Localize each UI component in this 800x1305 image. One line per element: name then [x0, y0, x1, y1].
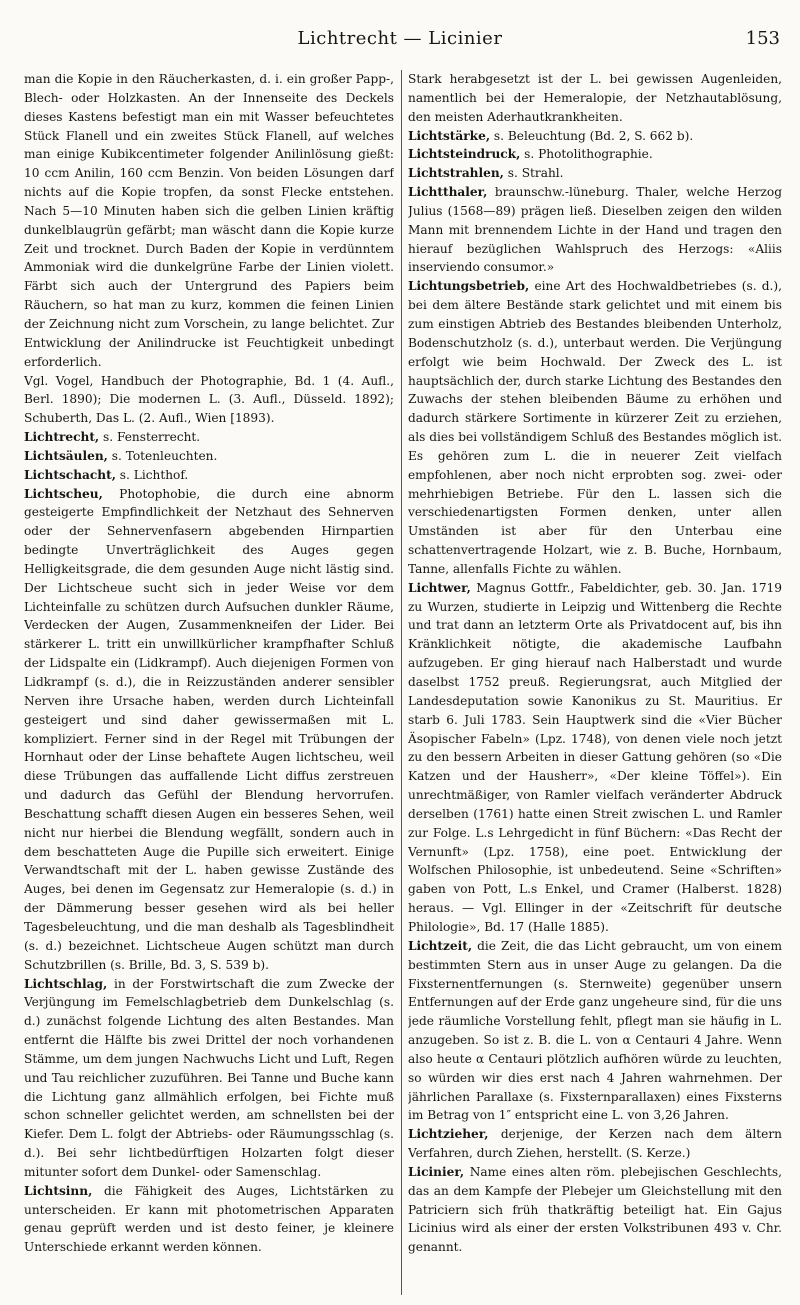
right-column	[408, 70, 782, 1295]
entry-text: die Fähigkeit des Auges, Lichtstärken zu unterscheiden. Er kann mit photometrischen Apparaten genau geprüft werden und ist desto feiner, je kleinere Unterschiede erkannt werden können.	[24, 1183, 394, 1255]
text-columns	[24, 70, 782, 1295]
entry-headword: Lichtungsbetrieb,	[408, 279, 530, 294]
dictionary-entry	[24, 428, 394, 447]
left-column	[24, 70, 394, 1295]
dictionary-entry	[24, 975, 394, 1182]
entry-headword: Lichtzeit,	[408, 938, 473, 953]
entry-headword: Lichtsteindruck,	[408, 147, 521, 162]
entry-text: eine Art des Hochwaldbetriebes (s. d.), bei dem ältere Bestände stark gelichtet und mit einem bis zum einstigen Abtrieb des Bestandes bleibenden Unterholz, Bodenschutzholz (s. d.), unterbaut werden. Die Verjüngung erfolgt wie beim Hochwald. Der Zweck des L. ist hauptsächlich der, durch starke Lichtung des Bestandes den Zuwachs der stehen bleibenden Bäume zu erhöhen und dadurch stärkere Sortimente in kürzerer Zeit zu erziehen, als dies bei vollständigem Schluß des Bestandes möglich ist. Es gehören zum L. die in neuerer Zeit vielfach empfohlenen, aber noch nicht erprobten sog. zwei- oder mehrhiebigen Betriebe. Für den L. lassen sich die verschiedenartigsten Formen denken, unter allen Umständen ist aber für den Unterbau eine schattenvertragende Holzart, wie z. B. Buche, Hornbaum, Tanne, allenfalls Fichte zu wählen.	[408, 279, 782, 576]
entry-text: die Zeit, die das Licht gebraucht, um von einem bestimmten Stern aus in unser Auge zu gelangen. Da die Fixsternentfernungen (s. Sternweite) gegenüber unsern Entfernungen auf der Erde ganz ungeheure sind, für die uns jede räumliche Vorstellung fehlt, pflegt man sie häufig in L. anzugeben. So ist z. B. die L. von α Centauri 4 Jahre. Wenn also heute α Centauri plötzlich aufhören würde zu leuchten, so würden wir dies erst nach 4 Jahren wahrnehmen. Der jährlichen Parallaxe (s. Fixsternparallaxen) eines Fixsterns im Betrag von 1″ entspricht eine L. von 3,26 Jahren.	[408, 938, 782, 1123]
entry-headword: Lichtscheu,	[24, 486, 103, 501]
entry-text: derjenige, der Kerzen nach dem ältern Verfahren, durch Ziehen, herstellt. (S. Kerze.)	[408, 1127, 782, 1161]
entry-headword: Lichtzieher,	[408, 1127, 489, 1142]
dictionary-entry	[24, 485, 394, 975]
dictionary-entry	[408, 145, 782, 164]
entry-headword: Lichtthaler,	[408, 185, 488, 200]
entry-text: in der Forstwirtschaft die zum Zwecke der Verjüngung im Femelschlagbetrieb dem Dunkelschlag (s. d.) zunächst folgende Lichtung des alten Bestandes. Man entfernt die Hälfte bis zwei Drittel der noch vorhandenen Stämme, um dem jungen Nachwuchs Licht und Luft, Regen und Tau reichlicher zuzuführen. Bei Tanne und Buche kann die Lichtung ganz allmählich erfolgen, bei Fichte muß schon schneller gelichtet werden, am schnellsten bei der Kiefer. Dem L. folgt der Abtriebs- oder Räumungsschlag (s. d.). Bei sehr lichtbedürftigen Holzarten folgt dieser mitunter sofort dem Dunkel- oder Samenschlag.	[24, 976, 394, 1179]
entry-text: Name eines alten röm. plebejischen Geschlechts, das an dem Kampfe der Plebejer um Gleichstellung mit den Patriciern sich früh thatkräftig beteiligt hat. Ein Gajus Licinius wird als einer der ersten Volkstribunen 493 v. Chr. genannt.	[408, 1164, 782, 1255]
entry-text: s. Strahl.	[503, 166, 564, 181]
paragraph: Vgl. Vogel, Handbuch der Photographie, Bd. 1 (4. Aufl., Berl. 1890); Die modernen L. (3. Aufl., Düsseld. 1892); Schuberth, Das L. (2. Aufl., Wien [1893).	[24, 373, 394, 426]
dictionary-entry	[408, 937, 782, 1125]
entry-text: s. Beleuchtung (Bd. 2, S. 662 b).	[490, 128, 694, 143]
entry-text: braunschw.-lüneburg. Thaler, welche Herzog Julius (1568—89) prägen ließ. Dieselben zeigen den wilden Mann mit brennendem Lichte in der Hand und tragen den hierauf bezüglichen Wahlspruch des Herzogs: «Aliis inserviendo consumor.»	[408, 185, 782, 275]
dictionary-entry	[408, 183, 782, 277]
paragraph: man die Kopie in den Räucherkasten, d. i. ein großer Papp-, Blech- oder Holzkasten. An der Innenseite des Deckels dieses Kastens befestigt man ein mit Wasser befeuchtetes Stück Flanell und ein zweites Stück Flanell, auf welches man einige Kubikcentimeter folgender Anilinlösung gießt: 10 ccm Anilin, 160 ccm Benzin. Von beiden Lösungen darf nichts auf die Kopie tropfen, da sonst Flecke entstehen. Nach 5—10 Minuten haben sich die gelben Linien kräftig dunkelblaugrün gefärbt; man wäscht dann die Kopie kurze Zeit und trocknet. Durch Baden der Kopie in verdünntem Ammoniak wird die dunkelgrüne Farbe der Linien violett. Färbt sich auch der Untergrund des Papiers beim Räuchern, so hat man zu kurz, kommen die feinen Linien der Zeichnung nicht zum Vorschein, zu lange belichtet. Zur Entwicklung der Anilindrucke ist Feuchtigkeit unbedingt erforderlich.	[24, 72, 394, 369]
entry-headword: Lichtrecht,	[24, 430, 100, 445]
entry-headword: Lichtschacht,	[24, 467, 116, 482]
page-header	[20, 28, 780, 58]
dictionary-entry	[408, 1125, 782, 1163]
dictionary-entry	[408, 127, 782, 146]
entry-headword: Lichtsinn,	[24, 1183, 93, 1198]
dictionary-entry	[408, 1163, 782, 1257]
entry-headword: Lichtwer,	[408, 580, 471, 595]
column-divider	[401, 70, 402, 1295]
dictionary-entry	[408, 579, 782, 937]
entry-headword: Licinier,	[408, 1164, 465, 1179]
paragraph: Stark herabgesetzt ist der L. bei gewissen Augenleiden, namentlich bei der Hemeralopie, der Netzhautablösung, den meisten Aderhautkrankheiten.	[408, 72, 782, 124]
entry-headword: Lichtstärke,	[408, 128, 491, 143]
dictionary-entry	[408, 277, 782, 579]
entry-headword: Lichtschlag,	[24, 976, 108, 991]
dictionary-entry	[408, 164, 782, 183]
entry-text: s. Lichthof.	[115, 467, 189, 482]
running-title: Lichtrecht — Licinier	[297, 28, 503, 49]
entry-text: s. Totenleuchten.	[107, 448, 218, 463]
entry-text: s. Photolithographie.	[520, 147, 653, 162]
entry-text: Photophobie, die durch eine abnorm gesteigerte Empfindlichkeit der Netzhaut des Sehnerven oder der Sehnervenfasern abgebenden Hirnpartien bedingte Unverträglichkeit des Auges gegen Helligkeitsgrade, die dem gesunden Auge nicht lästig sind. Der Lichtscheue sucht sich in jeder Weise vor dem Lichteinfalle zu schützen durch Aufsuchen dunkler Räume, Verdecken der Augen, Zusammenkneifen der Lider. Bei stärkerer L. tritt ein unwillkürlicher krampfhafter Schluß der Lidspalte ein (Lidkrampf). Auch diejenigen Formen von Lidkrampf (s. d.), die in Reizzuständen anderer sensibler Nerven ihre Ursache haben, werden durch Lichteinfall gesteigert und sind daher gewissermaßen mit L. kompliziert. Ferner sind in der Regel mit Trübungen der Hornhaut oder der Linse behaftete Augen lichtscheu, weil diese Trübungen das auffallende Licht diffus zerstreuen und dadurch das Gefühl der Blendung hervorrufen. Beschattung schafft diesen Augen ein besseres Sehen, weil nicht nur hierbei die Blendung wegfällt, sondern auch in dem beschatteten Auge die Pupille sich erweitert. Einige Verwandtschaft mit der L. haben gewisse Zustände des Auges, bei denen im Gegensatz zur Hemeralopie (s. d.) in der Dämmerung besser gesehen wird als bei heller Tagesbeleuchtung, und die man deshalb als Tagesblindheit (s. d.) bezeichnet. Lichtscheue Augen schützt man durch Schutzbrillen (s. Brille, Bd. 3, S. 539 b).	[24, 486, 394, 972]
entry-text: Magnus Gottfr., Fabeldichter, geb. 30. Jan. 1719 zu Wurzen, studierte in Leipzig und Wittenberg die Rechte und trat dann an letzterm Orte als Privatdocent auf, bis ihn Kränklichkeit nötigte, die akademische Laufbahn aufzugeben. Er ging hierauf nach Halberstadt und wurde daselbst 1752 preuß. Regierungsrat, auch Mitglied der Landesdeputation sowie Kanonikus zu St. Mauritius. Er starb 6. Juli 1783. Sein Hauptwerk sind die «Vier Bücher Äsopischer Fabeln» (Lpz. 1748), von denen viele noch jetzt zu den bessern Arbeiten in dieser Gattung gehören (so «Die Katzen und der Hausherr», «Der kleine Töffel»). Ein unrechtmäßiger, von Ramler vielfach veränderter Abdruck derselben (1761) hatte einen Streit zwischen L. und Ramler zur Folge. L.s Lehrgedicht in fünf Büchern: «Das Recht der Vernunft» (Lpz. 1758), eine poet. Entwicklung der Wolfschen Philosophie, ist unbedeutend. Seine «Schriften» gaben von Pott, L.s Enkel, und Cramer (Halberst. 1828) heraus. — Vgl. Ellinger in der «Zeitschrift für deutsche Philologie», Bd. 17 (Halle 1885).	[408, 580, 782, 934]
entry-headword: Lichtstrahlen,	[408, 166, 504, 181]
entry-headword: Lichtsäulen,	[24, 448, 108, 463]
dictionary-entry	[24, 1182, 394, 1257]
page-number: 153	[745, 28, 780, 49]
dictionary-entry	[24, 447, 394, 466]
dictionary-entry	[24, 466, 394, 485]
entry-text: s. Fensterrecht.	[99, 430, 201, 445]
